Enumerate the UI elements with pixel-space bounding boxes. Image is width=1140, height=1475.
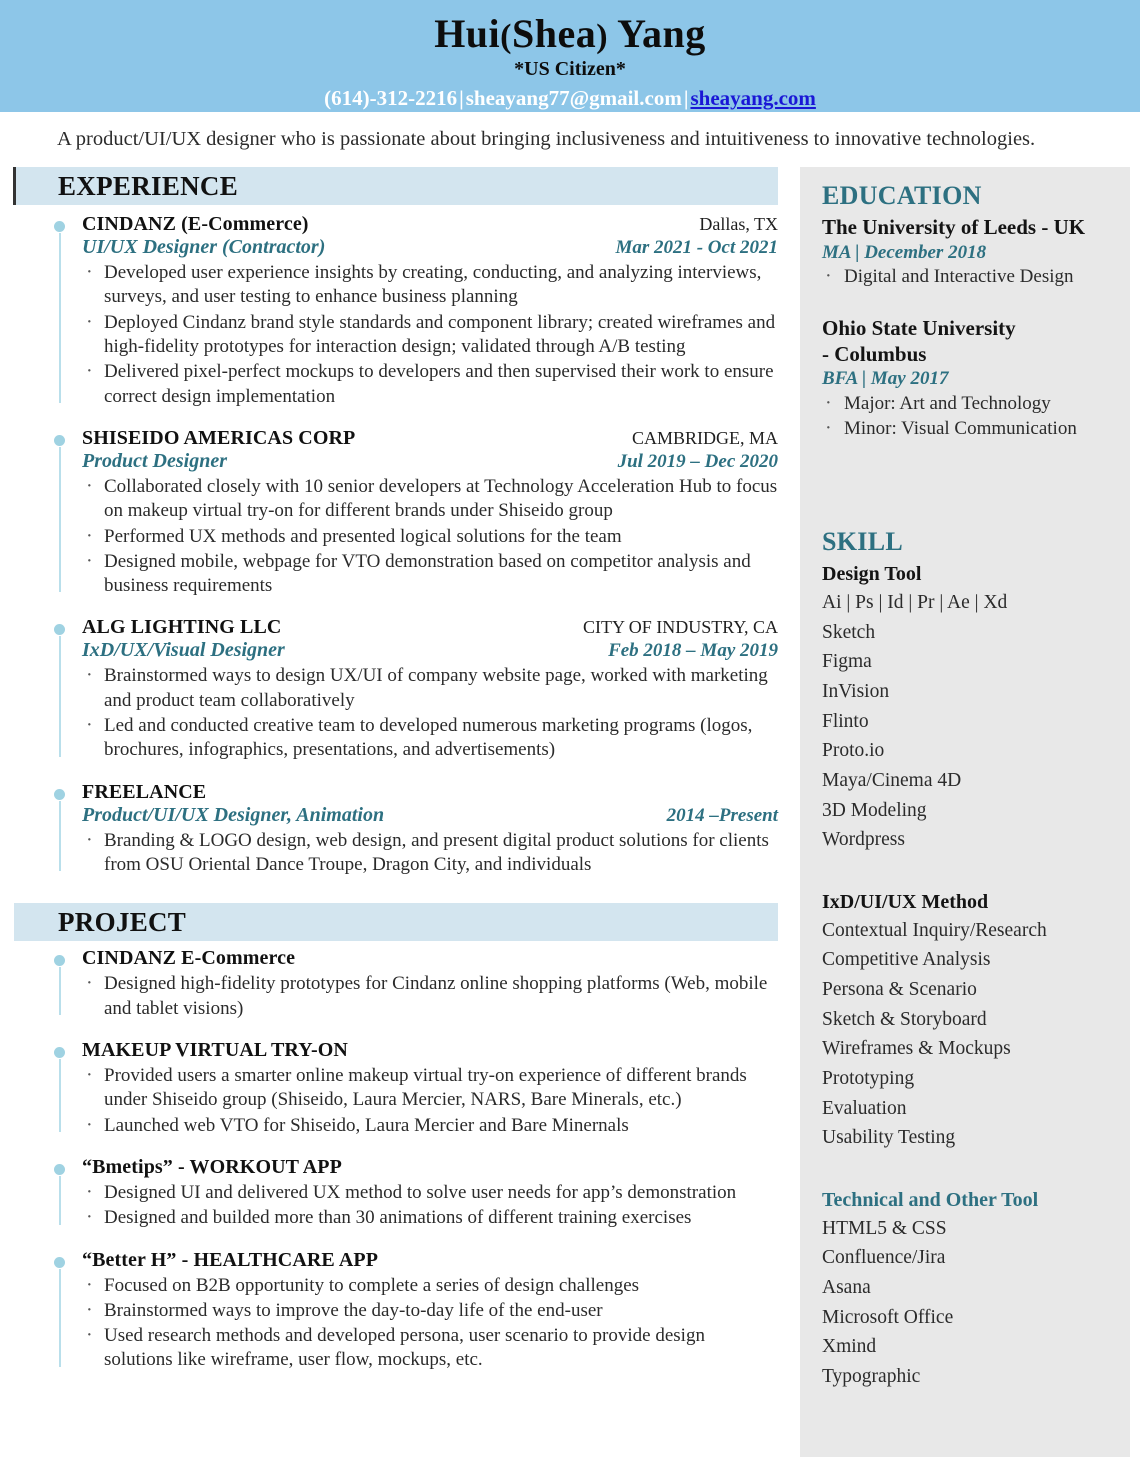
skill-item: Usability Testing xyxy=(822,1127,956,1149)
project-bullet-list xyxy=(82,1064,778,1138)
skill-item: Figma xyxy=(822,651,872,673)
bullet-item: · Brainstormed ways to design UX/UI of company website page, worked with marketing and product team collaboratively xyxy=(82,664,778,713)
employment-dates: 2014 –Present xyxy=(666,804,778,826)
timeline-dot-icon xyxy=(54,1257,65,1268)
project-entry-title-row xyxy=(82,947,778,970)
skill-group xyxy=(822,889,1120,1153)
education-list xyxy=(822,215,1120,441)
experience-bullet-list xyxy=(82,664,778,762)
job-title: UI/UX Designer (Contractor) xyxy=(82,236,326,259)
section-title-education: EDUCATION xyxy=(822,181,982,211)
project-bullet-list xyxy=(82,972,778,1021)
education-item xyxy=(822,215,1120,290)
skill-item: Sketch & Storyboard xyxy=(822,1008,987,1030)
bullet-item: · Developed user experience insights by creating, conducting, and analyzing interviews, surveys, and user testing to enhance business planning xyxy=(82,261,778,310)
education-detail-item: · Major: Art and Technology xyxy=(822,392,1120,417)
timeline-line xyxy=(59,1176,61,1225)
timeline-dot-icon xyxy=(54,789,65,800)
bullet-item: · Designed UI and delivered UX method to solve user needs for app’s demonstration xyxy=(82,1181,778,1205)
skill-item: Flinto xyxy=(822,710,869,732)
experience-entry xyxy=(0,213,800,409)
bullet-item: · Designed and builded more than 30 animations of different training exercises xyxy=(82,1206,778,1230)
timeline-line xyxy=(59,801,61,872)
skill-group-list xyxy=(822,561,1120,1391)
skill-item: Typographic xyxy=(822,1365,921,1387)
underlined-text: Launched web VTO for Shiseido, Laura Mercier and Bare Minernals xyxy=(104,1114,629,1136)
bullet-item: · Led and conducted creative team to developed numerous marketing programs (logos, brochures, infographics, presentations, and advertisements) xyxy=(82,714,778,763)
project-name: MAKEUP VIRTUAL TRY-ON xyxy=(82,1038,348,1061)
skill-group-title: Technical and Other Tool xyxy=(822,1188,1039,1211)
skill-group xyxy=(822,561,1120,855)
timeline-dot-icon xyxy=(54,1047,65,1058)
experience-entry xyxy=(0,427,800,599)
bullet-item: · Brainstormed ways to improve the day-to-day life of the end-user xyxy=(82,1299,778,1323)
experience-entry-title-row xyxy=(82,427,778,450)
project-name: “Bmetips” - WORKOUT APP xyxy=(82,1155,342,1178)
bullet-item: · Used research methods and developed persona, user scenario to provide design solutions like wireframe, user flow, mockups, etc. xyxy=(82,1324,778,1373)
skill-item-list xyxy=(822,588,1120,855)
bullet-item: · Designed mobile, webpage for VTO demonstration based on competitor analysis and business requirements xyxy=(82,550,778,599)
skill-item: Wireframes & Mockups xyxy=(822,1038,1011,1060)
employer-name: SHISEIDO AMERICAS CORP xyxy=(82,426,356,449)
section-title-skill: SKILL xyxy=(822,527,903,557)
job-role-row xyxy=(82,450,778,473)
skill-group-title: IxD/UI/UX Method xyxy=(822,890,989,913)
education-detail-list xyxy=(822,392,1120,441)
bullet-item-underlined xyxy=(82,1114,778,1138)
timeline-line xyxy=(59,967,61,1015)
contact-separator-2: | xyxy=(683,86,689,110)
main-content-column xyxy=(0,167,800,1374)
portfolio-website-link[interactable]: sheayang.com xyxy=(690,86,816,110)
education-detail-item: · Digital and Interactive Design xyxy=(822,265,1120,290)
experience-entry xyxy=(0,781,800,878)
bullet-item: · Focused on B2B opportunity to complete a series of design challenges xyxy=(82,1274,778,1298)
section-title-project: PROJECT xyxy=(58,906,187,937)
skill-item: Proto.io xyxy=(822,740,885,762)
timeline-line xyxy=(59,1059,61,1132)
nickname: Shea xyxy=(512,11,597,56)
timeline-line xyxy=(59,447,61,593)
job-location: Dallas, TX xyxy=(699,214,778,235)
job-role-row xyxy=(82,639,778,662)
timeline-dot-icon xyxy=(54,221,65,232)
timeline-line xyxy=(59,636,61,756)
job-location: CAMBRIDGE, MA xyxy=(631,427,778,448)
bullet-item: · Branding & LOGO design, web design, and present digital product solutions for clients from OSU Oriental Dance Troupe, Dragon City, and individuals xyxy=(82,829,778,878)
citizenship-status: *US Citizen* xyxy=(514,58,626,80)
phone-number[interactable]: (614)-312-2216 xyxy=(324,86,458,110)
skill-item: HTML5 & CSS xyxy=(822,1217,947,1239)
project-entry-list xyxy=(0,947,800,1372)
name-paren-open: ( xyxy=(500,18,512,55)
employment-dates: Feb 2018 – May 2019 xyxy=(608,640,778,662)
email-address[interactable]: sheayang77@gmail.com xyxy=(465,86,682,110)
timeline-line xyxy=(59,1269,61,1367)
skill-item: Wordpress xyxy=(822,829,905,851)
timeline-dot-icon xyxy=(54,435,65,446)
education-detail-item: · Minor: Visual Communication xyxy=(822,417,1120,442)
school-name: The University of Leeds - UK xyxy=(822,214,1086,239)
skill-item: Ai | Ps | Id | Pr | Ae | Xd xyxy=(822,592,1008,614)
employment-dates: Jul 2019 – Dec 2020 xyxy=(617,450,778,472)
experience-bullet-list xyxy=(82,261,778,409)
employer-name: ALG LIGHTING LLC xyxy=(82,616,282,639)
project-bullet-list xyxy=(82,1274,778,1373)
experience-entry xyxy=(0,616,800,762)
project-entry xyxy=(0,1249,800,1373)
project-entry-title-row xyxy=(82,1249,778,1272)
skill-item: Competitive Analysis xyxy=(822,949,991,971)
timeline-line xyxy=(59,233,61,403)
bullet-item: · Designed high-fidelity prototypes for Cindanz online shopping platforms (Web, mobile and tablet visions) xyxy=(82,972,778,1021)
skill-item: Persona & Scenario xyxy=(822,979,977,1001)
skill-item: Contextual Inquiry/Research xyxy=(822,919,1047,941)
skill-item: Xmind xyxy=(822,1336,877,1358)
first-name: Hui xyxy=(434,11,501,56)
timeline-dot-icon xyxy=(54,624,65,635)
contact-line xyxy=(0,86,1140,110)
project-entry-title-row xyxy=(82,1156,778,1179)
project-entry xyxy=(0,1039,800,1138)
page-title xyxy=(0,6,1140,56)
bullet-item: · Deployed Cindanz brand style standards and component library; created wireframes and high-fidelity prototypes for interaction design; validated through A/B testing xyxy=(82,311,778,360)
section-title-experience: EXPERIENCE xyxy=(58,170,239,201)
skill-group xyxy=(822,1187,1120,1392)
timeline-dot-icon xyxy=(54,1164,65,1175)
project-entry xyxy=(0,947,800,1021)
experience-bullet-list xyxy=(82,829,778,878)
job-title: Product/UI/UX Designer, Animation xyxy=(82,803,385,826)
skill-item: 3D Modeling xyxy=(822,799,927,821)
skill-item-list xyxy=(822,1214,1120,1392)
job-title: Product Designer xyxy=(82,449,227,472)
degree-and-date: BFA | May 2017 xyxy=(822,368,949,390)
skill-item: InVision xyxy=(822,681,890,703)
employment-dates: Mar 2021 - Oct 2021 xyxy=(615,237,778,259)
degree-and-date: MA | December 2018 xyxy=(822,241,987,263)
skill-item: Maya/Cinema 4D xyxy=(822,769,962,791)
skill-item: Evaluation xyxy=(822,1097,907,1119)
bullet-item: · Collaborated closely with 10 senior developers at Technology Acceleration Hub to focus on makeup virtual try-on for different brands under Shiseido group xyxy=(82,475,778,524)
resume-header-band xyxy=(0,0,1140,112)
project-entry-title-row xyxy=(82,1039,778,1062)
job-role-row xyxy=(82,804,778,827)
skill-item: Confluence/Jira xyxy=(822,1247,946,1269)
bullet-item: · Delivered pixel-perfect mockups to developers and then supervised their work to ensure correct design implementation xyxy=(82,360,778,409)
section-header-project xyxy=(14,903,778,941)
experience-entry-list xyxy=(0,213,800,877)
professional-summary: A product/UI/UX designer who is passionate about bringing inclusiveness and intuitiveness to innovative technologies. xyxy=(57,128,1036,150)
timeline-dot-icon xyxy=(54,955,65,966)
education-item xyxy=(822,316,1120,441)
sidebar xyxy=(800,167,1130,1457)
sidebar-spacer xyxy=(822,441,1120,527)
experience-entry-title-row xyxy=(82,616,778,639)
contact-separator-1: | xyxy=(459,86,464,110)
accent-bar xyxy=(13,167,16,205)
section-header-experience xyxy=(14,167,778,205)
job-role-row xyxy=(82,236,778,259)
experience-entry-title-row xyxy=(82,213,778,236)
name-paren-close: ) xyxy=(596,18,609,55)
education-detail-list xyxy=(822,265,1120,290)
resume-body xyxy=(0,167,1140,1457)
job-title: IxD/UX/Visual Designer xyxy=(82,639,285,662)
school-name: Ohio State University - Columbus xyxy=(822,315,1016,366)
last-name: Yang xyxy=(617,11,706,56)
project-name: “Better H” - HEALTHCARE APP xyxy=(82,1248,379,1271)
bullet-item: · Performed UX methods and presented logical solutions for the team xyxy=(82,525,778,549)
project-entry xyxy=(0,1156,800,1231)
experience-entry-title-row xyxy=(82,781,778,804)
project-bullet-list xyxy=(82,1181,778,1231)
skill-item: Sketch xyxy=(822,621,876,643)
project-name: CINDANZ E-Commerce xyxy=(82,947,296,970)
skill-item: Asana xyxy=(822,1277,871,1299)
skill-group-title: Design Tool xyxy=(822,563,922,586)
bullet-item: · Provided users a smarter online makeup virtual try-on experience of different brands under Shiseido group (Shiseido, Laura Mercier, NARS, Bare Minerals, etc.) xyxy=(82,1064,778,1113)
skill-item: Microsoft Office xyxy=(822,1306,954,1328)
skill-item-list xyxy=(822,916,1120,1153)
skill-item: Prototyping xyxy=(822,1067,915,1089)
employer-name: CINDANZ (E-Commerce) xyxy=(82,213,309,236)
job-location: CITY OF INDUSTRY, CA xyxy=(582,617,778,638)
employer-name: FREELANCE xyxy=(82,780,207,803)
experience-bullet-list xyxy=(82,475,778,599)
